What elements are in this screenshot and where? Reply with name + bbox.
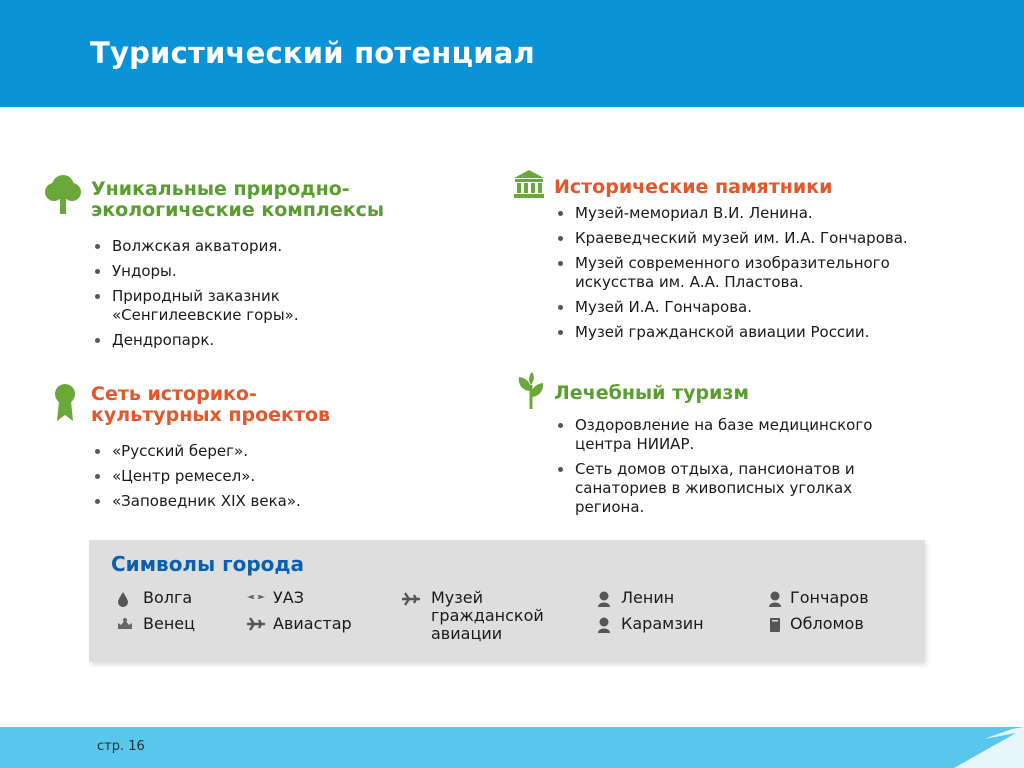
health-title: Лечебный туризм: [554, 382, 749, 404]
list-item: «Центр ремесел».: [90, 467, 370, 486]
list-item: Дендропарк.: [90, 331, 370, 350]
list-item: «Заповедник XIX века».: [90, 492, 370, 511]
page-title: Туристический потенциал: [90, 36, 535, 70]
person-bust-icon: [768, 591, 782, 607]
airplane-icon: [246, 617, 266, 631]
list-item: Краеведческий музей им. И.А. Гончарова.: [553, 229, 933, 248]
tree-icon: [44, 172, 82, 216]
projects-title: [91, 384, 330, 426]
monuments-list: [553, 204, 933, 348]
projects-title-line1: Сеть историко-: [91, 383, 257, 405]
city-symbols-title: Символы города: [111, 552, 305, 576]
plant-sprout-icon: [515, 371, 547, 411]
nature-title-line2: экологические комплексы: [91, 199, 385, 221]
list-item: Сеть домов отдыха, пансионатов и санаториев в живописных уголках региона.: [553, 460, 875, 517]
city-symbols-panel: Символы города Волга Венец УАЗ Авиастар Музей гражданской авиации Ленин Карамзин Гончаров Обломов: [89, 540, 925, 662]
uaz-emblem-icon: [246, 591, 266, 603]
person-bust-icon: [597, 591, 611, 607]
swoosh-logo-icon: [944, 727, 1024, 768]
list-item: Природный заказник «Сенгилеевские горы».: [90, 287, 332, 325]
list-item: Оздоровление на базе медицинского центра НИИАР.: [553, 416, 875, 454]
list-item: Музей И.А. Гончарова.: [553, 298, 933, 317]
list-item: Музей-мемориал В.И. Ленина.: [553, 204, 933, 223]
projects-list: [90, 442, 370, 517]
person-bust-icon: [597, 617, 611, 633]
list-item: «Русский берег».: [90, 442, 370, 461]
airplane-icon: [401, 592, 421, 606]
crown-icon: [116, 617, 134, 631]
list-item: Ундоры.: [90, 262, 370, 281]
book-icon: [768, 617, 782, 633]
nature-list: [90, 237, 370, 356]
water-drop-icon: [116, 591, 130, 607]
list-item: Музей современного изобразительного искусства им. А.А. Пластова.: [553, 254, 905, 292]
museum-building-icon: [512, 169, 546, 199]
list-item: Волжская акватория.: [90, 237, 370, 256]
ribbon-medal-icon: [52, 383, 78, 423]
footer-bar: [0, 727, 1024, 768]
health-list: [553, 416, 893, 523]
page-number: стр. 16: [97, 739, 145, 754]
nature-title: [91, 179, 384, 221]
monuments-title: Исторические памятники: [554, 176, 833, 198]
nature-title-line1: Уникальные природно-: [91, 178, 350, 200]
header-bar: [0, 0, 1024, 107]
list-item: Музей гражданской авиации России.: [553, 323, 933, 342]
projects-title-line2: культурных проектов: [91, 404, 331, 426]
